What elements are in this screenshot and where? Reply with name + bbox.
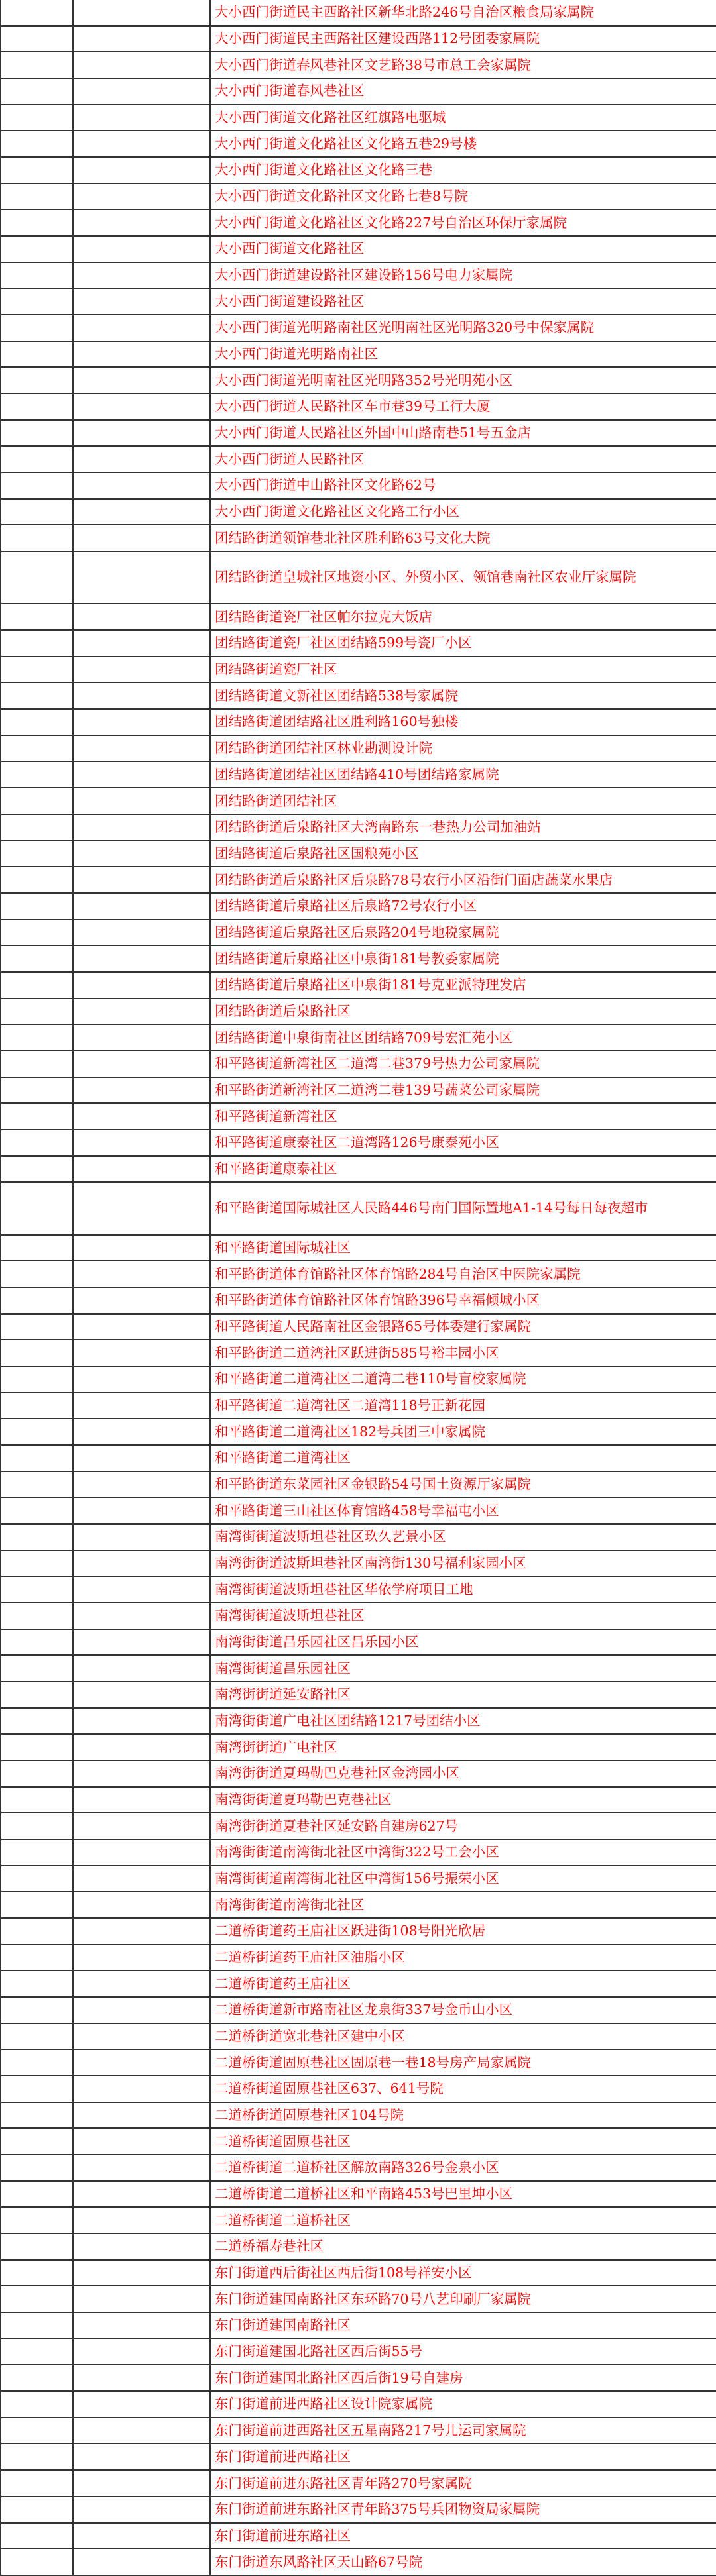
address-cell: 和平路街道康泰社区 [215, 1160, 337, 1177]
column-divider-1 [72, 0, 74, 2576]
table-row [0, 815, 716, 841]
address-cell: 二道桥街道二道桥社区解放南路326号金泉小区 [215, 2159, 499, 2176]
address-cell: 和平路街道新湾社区 [215, 1108, 337, 1124]
table-row [0, 1788, 716, 1814]
address-cell: 大小西门街道文化路社区文化路七巷8号院 [215, 188, 469, 205]
table-row [0, 1130, 716, 1157]
table-row [0, 2076, 716, 2103]
address-cell: 二道桥街道药王庙社区油脂小区 [215, 1949, 405, 1966]
table-row [0, 762, 716, 788]
table-row [0, 1367, 716, 1393]
table-row [0, 1656, 716, 1682]
table-row [0, 1551, 716, 1578]
address-cell: 大小西门街道文化路社区文化路五巷29号楼 [215, 135, 477, 152]
table-row [0, 1945, 716, 1972]
table-row [0, 1709, 716, 1735]
address-cell: 二道桥街道新市路南社区龙泉街337号金币山小区 [215, 2002, 513, 2018]
table-row [0, 158, 716, 184]
table-row [0, 2234, 716, 2261]
table-row [0, 1525, 716, 1551]
address-cell: 团结路街道团结社区 [215, 792, 337, 809]
address-cell: 大小西门街道文化路社区 [215, 241, 365, 257]
address-cell: 东门街道建国南路社区 [215, 2317, 351, 2334]
address-cell: 东门街道前进西路社区五星南路217号儿运司家属院 [215, 2422, 526, 2439]
table-row [0, 1603, 716, 1630]
table-row [0, 1840, 716, 1866]
table-row [0, 552, 716, 604]
table-row [0, 2050, 716, 2076]
address-cell: 大小西门街道光明路南社区光明南社区光明路320号中保家属院 [215, 319, 595, 336]
address-cell: 大小西门街道春风巷社区 [215, 83, 365, 99]
address-cell: 东门街道前进西路社区设计院家属院 [215, 2396, 432, 2412]
table-row [0, 447, 716, 473]
address-cell: 大小西门街道文化路社区红旗路电驱城 [215, 109, 446, 126]
table-row [0, 131, 716, 158]
table-row [0, 1630, 716, 1656]
table-row [0, 1051, 716, 1078]
table-row [0, 289, 716, 315]
address-cell: 南湾街街道波斯坦巷社区南湾街130号福利家园小区 [215, 1554, 526, 1571]
address-cell: 和平路街道二道湾社区二道湾二巷110号盲校家属院 [215, 1371, 526, 1387]
table-row [0, 1892, 716, 1919]
address-cell: 东门街道东风路社区天山路67号院 [215, 2553, 423, 2570]
address-cell: 东门街道前进西路社区 [215, 2448, 351, 2465]
table-row [0, 2549, 716, 2576]
address-cell: 团结路街道瓷厂社区 [215, 661, 337, 678]
address-cell: 和平路街道国际城社区 [215, 1239, 351, 1256]
address-cell: 团结路街道后泉路社区后泉路78号农行小区沿街门面店蔬菜水果店 [215, 871, 613, 888]
address-cell: 和平路街道二道湾社区 [215, 1450, 351, 1466]
address-cell: 大小西门街道中山路社区文化路62号 [215, 477, 436, 494]
table-row [0, 0, 716, 27]
address-cell: 东门街道前进东路社区青年路270号家属院 [215, 2475, 472, 2491]
table-row [0, 788, 716, 815]
address-cell: 南湾街街道广电社区 [215, 1739, 337, 1755]
address-cell: 东门街道前进东路社区 [215, 2527, 351, 2544]
table-row [0, 1577, 716, 1603]
table-row [0, 631, 716, 657]
table-row [0, 683, 716, 710]
address-cell: 大小西门街道文化路社区文化路三巷 [215, 162, 432, 178]
address-cell: 南湾街街道波斯坦巷社区玖久艺景小区 [215, 1529, 446, 1545]
address-cell: 南湾街街道波斯坦巷社区华依学府项目工地 [215, 1581, 473, 1597]
table-row [0, 1157, 716, 1183]
address-cell: 和平路街道体育馆路社区体育馆路284号自治区中医院家属院 [215, 1265, 581, 1282]
address-cell: 和平路街道三山社区体育馆路458号幸福屯小区 [215, 1502, 499, 1519]
table-row [0, 2365, 716, 2392]
table-row [0, 657, 716, 684]
table-row [0, 2497, 716, 2524]
address-cell: 团结路街道文新社区团结路538号家属院 [215, 687, 459, 704]
address-cell: 二道桥街道固原巷社区 [215, 2133, 351, 2149]
address-cell: 和平路街道康泰社区二道湾路126号康泰苑小区 [215, 1134, 499, 1151]
table-row [0, 1682, 716, 1709]
address-cell: 和平路街道国际城社区人民路446号南门国际置地A1-14号每日每夜超市 [215, 1200, 648, 1216]
table-row [0, 500, 716, 526]
table-row [0, 973, 716, 999]
table-row [0, 867, 716, 894]
address-cell: 东门街道建国北路社区西后街19号自建房 [215, 2369, 463, 2386]
table-row [0, 2418, 716, 2445]
address-cell: 团结路街道皇城社区地资小区、外贸小区、领馆巷南社区农业厅家属院 [215, 569, 636, 586]
table-row [0, 1340, 716, 1367]
table-row [0, 2524, 716, 2550]
address-cell: 大小西门街道建设路社区 [215, 293, 365, 309]
table-row [0, 1498, 716, 1525]
table-row [0, 1315, 716, 1341]
table-row [0, 710, 716, 736]
address-cell: 二道桥街道二道桥社区 [215, 2212, 351, 2228]
table-row [0, 394, 716, 421]
address-cell: 团结路街道后泉路社区后泉路72号农行小区 [215, 898, 477, 914]
address-cell: 团结路街道团结社区林业勘测设计院 [215, 740, 432, 757]
table-row [0, 736, 716, 763]
table-row [0, 421, 716, 447]
table-row [0, 2182, 716, 2208]
address-cell: 南湾街街道延安路社区 [215, 1686, 351, 1703]
address-cell: 大小西门街道文化路社区文化路工行小区 [215, 504, 459, 520]
table-row [0, 52, 716, 79]
table-row [0, 210, 716, 237]
address-cell: 团结路街道中泉街南社区团结路709号宏汇苑小区 [215, 1029, 513, 1046]
table-row [0, 2444, 716, 2471]
column-divider-2 [209, 0, 211, 2576]
table-row [0, 315, 716, 342]
address-cell: 二道桥街道固原巷社区637、641号院 [215, 2080, 444, 2097]
table-row [0, 105, 716, 132]
table-row [0, 263, 716, 290]
table-row [0, 1261, 716, 1288]
table-row [0, 2313, 716, 2339]
table-row [0, 1183, 716, 1235]
table-row [0, 1288, 716, 1315]
address-cell: 大小西门街道人民路社区 [215, 451, 365, 467]
table-row [0, 1735, 716, 1761]
address-cell: 大小西门街道文化路社区文化路227号自治区环保厅家属院 [215, 214, 567, 231]
table-row [0, 79, 716, 105]
address-cell: 大小西门街道人民路社区外国中山路南巷51号五金店 [215, 425, 532, 441]
address-cell: 团结路街道后泉路社区中泉街181号克亚派特理发店 [215, 977, 526, 993]
address-cell: 团结路街道瓷厂社区团结路599号瓷厂小区 [215, 635, 472, 651]
address-cell: 二道桥街道药王庙社区跃进街108号阳光欣居 [215, 1923, 486, 1939]
address-cell: 团结路街道团结路社区胜利路160号独楼 [215, 714, 459, 730]
table-row [0, 473, 716, 500]
address-cell: 南湾街街道夏玛勒巴克巷社区 [215, 1792, 392, 1808]
address-cell: 和平路街道东菜园社区金银路54号国土资源厅家属院 [215, 1476, 532, 1492]
table-row [0, 1393, 716, 1420]
address-cell: 和平路街道人民路南社区金银路65号体委建行家属院 [215, 1318, 532, 1334]
address-cell: 团结路街道后泉路社区国粮苑小区 [215, 845, 419, 861]
address-cell: 南湾街街道南湾街北社区 [215, 1896, 365, 1913]
address-cell: 大小西门街道光明路南社区 [215, 346, 378, 362]
address-cell: 大小西门街道春风巷社区文艺路38号市总工会家属院 [215, 56, 532, 73]
table-row [0, 999, 716, 1026]
address-cell: 和平路街道二道湾社区二道湾118号正新花园 [215, 1397, 486, 1413]
address-cell: 和平路街道体育馆路社区体育馆路396号幸福倾城小区 [215, 1292, 540, 1309]
address-cell: 南湾街街道夏玛勒巴克巷社区金湾园小区 [215, 1765, 459, 1782]
table-row [0, 1419, 716, 1446]
address-cell: 南湾街街道南湾街北社区中湾街322号工会小区 [215, 1844, 499, 1860]
table-row [0, 1236, 716, 1262]
table-row [0, 2471, 716, 2497]
table-row [0, 27, 716, 53]
address-cell: 团结路街道后泉路社区中泉街181号教委家属院 [215, 950, 499, 967]
address-cell: 和平路街道新湾社区二道湾二巷379号热力公司家属院 [215, 1055, 540, 1072]
table-row [0, 920, 716, 947]
address-cell: 和平路街道二道湾社区跃进街585号裕丰园小区 [215, 1344, 499, 1361]
table-left-border [0, 0, 1, 2576]
table-row [0, 2208, 716, 2234]
table-row [0, 2103, 716, 2129]
table-row [0, 841, 716, 868]
table-row [0, 1104, 716, 1130]
table-row [0, 2339, 716, 2366]
address-cell: 团结路街道后泉路社区 [215, 1002, 351, 1019]
table-row [0, 342, 716, 368]
address-cell: 南湾街街道昌乐园社区昌乐园小区 [215, 1634, 419, 1650]
table-row [0, 894, 716, 920]
address-cell: 大小西门街道光明南社区光明路352号光明苑小区 [215, 372, 513, 388]
table-row [0, 525, 716, 552]
address-cell: 南湾街街道夏巷社区延安路自建房627号 [215, 1817, 459, 1834]
address-cell: 东门街道建国南路社区东环路70号八艺印刷厂家属院 [215, 2290, 532, 2307]
table-row [0, 2129, 716, 2155]
table-row [0, 1866, 716, 1893]
table-row [0, 1472, 716, 1499]
table-row [0, 237, 716, 263]
address-cell: 南湾街街道南湾街北社区中湾街156号振荣小区 [215, 1870, 499, 1887]
address-cell: 南湾街街道昌乐园社区 [215, 1660, 351, 1676]
address-cell: 团结路街道后泉路社区后泉路204号地税家属院 [215, 924, 499, 940]
address-cell: 二道桥街道宽北巷社区建中小区 [215, 2028, 405, 2045]
table-row [0, 2286, 716, 2313]
table-row [0, 1971, 716, 1998]
table-row [0, 1998, 716, 2024]
address-cell: 团结路街道后泉路社区大湾南路东一巷热力公司加油站 [215, 819, 541, 835]
address-cell: 东门街道前进东路社区青年路375号兵团物资局家属院 [215, 2501, 540, 2518]
address-cell: 大小西门街道建设路社区建设路156号电力家属院 [215, 267, 513, 284]
table-row [0, 1813, 716, 1840]
table-row [0, 2392, 716, 2418]
table-row [0, 1761, 716, 1788]
table-row [0, 946, 716, 973]
address-cell: 东门街道建国北路社区西后街55号 [215, 2343, 423, 2360]
address-cell: 二道桥街道二道桥社区和平南路453号巴里坤小区 [215, 2186, 513, 2202]
table-row [0, 2024, 716, 2051]
address-cell: 二道桥街道药王庙社区 [215, 1975, 351, 1992]
address-cell: 东门街道西后街社区西后街108号祥安小区 [215, 2265, 472, 2281]
address-cell: 二道桥街道固原巷社区固原巷一巷18号房产局家属院 [215, 2054, 532, 2070]
address-cell: 南湾街街道广电社区团结路1217号团结小区 [215, 1713, 481, 1729]
address-cell: 团结路街道领馆巷北社区胜利路63号文化大院 [215, 529, 491, 546]
table-row [0, 1446, 716, 1472]
address-cell: 团结路街道团结社区团结路410号团结路家属院 [215, 766, 499, 782]
address-cell: 二道桥街道固原巷社区104号院 [215, 2107, 404, 2123]
address-cell: 和平路街道二道湾社区182号兵团三中家属院 [215, 1423, 486, 1440]
address-cell: 大小西门街道民主西路社区新华北路246号自治区粮食局家属院 [215, 4, 595, 21]
address-cell: 南湾街街道波斯坦巷社区 [215, 1607, 365, 1624]
table-row [0, 368, 716, 394]
address-cell: 大小西门街道人民路社区车市巷39号工行大厦 [215, 398, 491, 415]
address-cell: 和平路街道新湾社区二道湾二巷139号蔬菜公司家属院 [215, 1081, 540, 1098]
table-row [0, 1078, 716, 1104]
table-row [0, 1919, 716, 1945]
table-row [0, 2155, 716, 2182]
table-row [0, 2261, 716, 2287]
address-cell: 团结路街道瓷厂社区帕尔拉克大饭店 [215, 608, 432, 625]
table-row [0, 184, 716, 211]
address-cell: 二道桥福寿巷社区 [215, 2238, 324, 2255]
address-cell: 大小西门街道民主西路社区建设西路112号团委家属院 [215, 30, 540, 47]
table-row [0, 604, 716, 631]
table-row [0, 1025, 716, 1051]
